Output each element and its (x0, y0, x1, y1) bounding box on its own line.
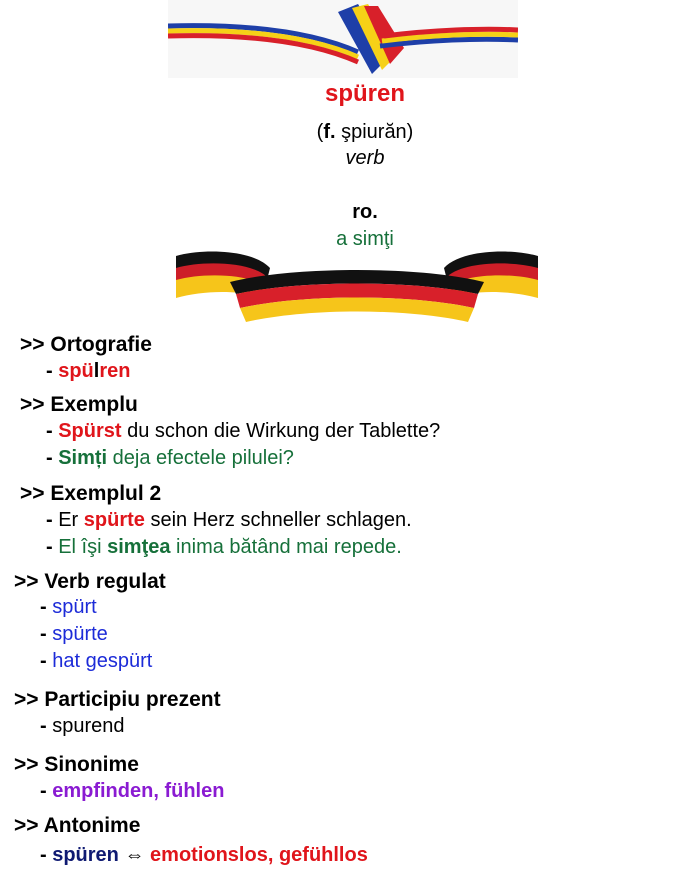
pronunciation: (f. şpiurăn) (316, 121, 414, 143)
antonime-value: - spüren ⇔ emotionslos, gefühllos (40, 844, 368, 866)
sinonime-value: - empfinden, fühlen (40, 780, 225, 802)
example-ro: - Simți deja efectele pilulei? (46, 447, 294, 469)
ortografie-value: - spülren (46, 360, 131, 382)
section-title-exemplul-2: >> Exemplul 2 (20, 482, 162, 505)
translation: a simţi (336, 228, 394, 250)
section-title-ortografie: >> Ortografie (20, 333, 152, 356)
example-de: - Spürst du schon die Wirkung der Tablette? (46, 420, 441, 442)
section-title-sinonime: >> Sinonime (14, 753, 139, 776)
headword: spüren (324, 80, 405, 107)
participiu-value: - spurend (40, 715, 125, 737)
section-title-antonime: >> Antonime (14, 814, 141, 837)
romanian-flag-ribbon (168, 0, 518, 78)
verb-form: - spürt (40, 596, 97, 618)
verb-form: - hat gespürt (40, 650, 153, 672)
verb-form: - spürte (40, 623, 108, 645)
section-title-exemplu: >> Exemplu (20, 393, 138, 416)
section-title-verb-regulat: >> Verb regulat (14, 570, 166, 593)
section-title-participiu: >> Participiu prezent (14, 688, 221, 711)
language-label: ro. (352, 201, 378, 223)
double-arrow-icon: ⇔ (124, 844, 145, 866)
example2-de: - Er spürte sein Herz schneller schlagen. (46, 509, 412, 531)
part-of-speech: verb (345, 147, 385, 169)
german-flag-ribbon (174, 246, 540, 330)
example2-ro: - El îşi simţea inima bătând mai repede. (46, 536, 402, 558)
